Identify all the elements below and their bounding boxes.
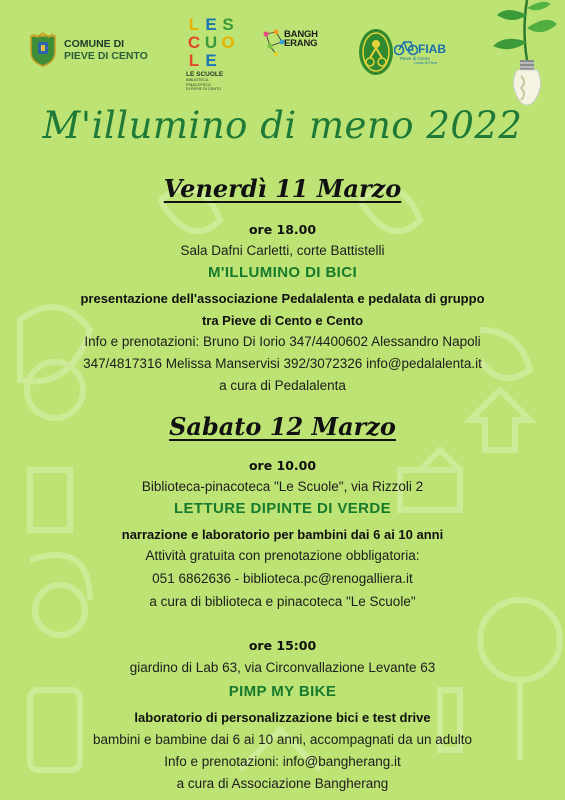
- lescuole-letter: [220, 52, 236, 69]
- day1-desc-line2: tra Pieve di Cento e Cento: [201, 313, 364, 328]
- lescuole-letter: E: [205, 15, 217, 34]
- day2-event2-info1: bambini e bambine dai 6 ai 10 anni, accompagnati da un adulto: [92, 732, 472, 747]
- lescuole-logo: [186, 16, 240, 92]
- day2-event2-info2: Info e prenotazioni: info@bangherang.it: [164, 754, 401, 769]
- lescuole-sub2: PINACOTECA: [186, 82, 211, 87]
- day1-place: Sala Dafni Carletti, corte Battistelli: [180, 243, 385, 258]
- bangherang-logo: [262, 30, 322, 48]
- day2-event2-info3: a cura di Associazione Bangherang: [176, 776, 389, 791]
- lightbulb-plant-icon: [487, 0, 557, 110]
- bangherang-line2: ERANG: [284, 38, 318, 49]
- logo-bar: [0, 10, 565, 100]
- comune-logo: [28, 32, 148, 68]
- lescuole-sub1: BIBLIOTECA: [186, 78, 209, 82]
- fiab-line2: Pieve di Cento: [400, 56, 430, 61]
- day1-event-name: M'ILLUMINO DI BICI: [207, 264, 358, 281]
- lescuole-letter: L: [188, 51, 200, 70]
- lescuole-sub3: DI PIEVE DI CENTO: [186, 87, 222, 91]
- lescuole-name: LE SCUOLE: [186, 71, 224, 78]
- lescuole-letter-grid: [186, 16, 240, 69]
- fiab-logo: [394, 38, 460, 65]
- day2-event1-info2: 051 6862636 - biblioteca.pc@renogalliera.it: [152, 571, 413, 586]
- lescuole-letter: S: [222, 15, 234, 34]
- lescuole-letter: O: [221, 33, 235, 52]
- day1-time: ore 18.00: [248, 222, 317, 237]
- day1-date: Venerdì 11 Marzo: [163, 174, 402, 203]
- day1-info-line2: 347/4817316 Melissa Manservisi 392/3072326 info@pedalalenta.it: [83, 356, 482, 371]
- day1-info-line3: a cura di Pedalalenta: [219, 378, 346, 393]
- day2-event2-desc: laboratorio di personalizzazione bici e test drive: [134, 710, 431, 725]
- day1-desc-line1: presentazione dell'associazione Pedalalenta e pedalata di gruppo: [80, 291, 485, 306]
- lescuole-letter: C: [187, 33, 201, 52]
- day2-event1-desc: narrazione e laboratorio per bambini dai 6 ai 10 anni: [121, 527, 444, 542]
- day2-event1-info1: Attività gratuita con prenotazione obbligatoria:: [145, 548, 420, 563]
- event-title: M'illumino di meno 2022: [42, 104, 523, 147]
- day2-event2-time: ore 15:00: [248, 638, 317, 653]
- lescuole-letter: L: [188, 15, 200, 34]
- day2-event2-place: giardino di Lab 63, via Circonvallazione Levante 63: [129, 660, 436, 675]
- network-dots-icon: [262, 28, 286, 56]
- pedalalenta-logo-icon: [358, 28, 394, 76]
- day1-info-line1: Info e prenotazioni: Bruno Di Iorio 347/4400602 Alessandro Napoli: [84, 334, 481, 349]
- fiab-line3: Cento di Pieve: [414, 61, 438, 65]
- day2-event1-place: Biblioteca-pinacoteca "Le Scuole", via Rizzoli 2: [141, 479, 424, 494]
- bicycle-icon: [394, 38, 418, 56]
- lescuole-letter: E: [205, 51, 217, 70]
- comune-line2: PIEVE DI CENTO: [64, 50, 148, 62]
- fiab-name: FIAB: [418, 42, 446, 56]
- day2-event1-info3: a cura di biblioteca e pinacoteca "Le Scuole": [149, 594, 416, 609]
- bangherang-line1: BANGH: [284, 29, 318, 40]
- comune-line1: COMUNE DI: [64, 38, 125, 50]
- crest-icon: [28, 32, 58, 68]
- day2-date: Sabato 12 Marzo: [169, 412, 396, 441]
- day2-event2-name: PIMP MY BIKE: [228, 683, 337, 700]
- day2-event1-time: ore 10.00: [248, 458, 317, 473]
- lescuole-letter: U: [204, 33, 218, 52]
- day2-event1-name: LETTURE DIPINTE DI VERDE: [173, 500, 392, 517]
